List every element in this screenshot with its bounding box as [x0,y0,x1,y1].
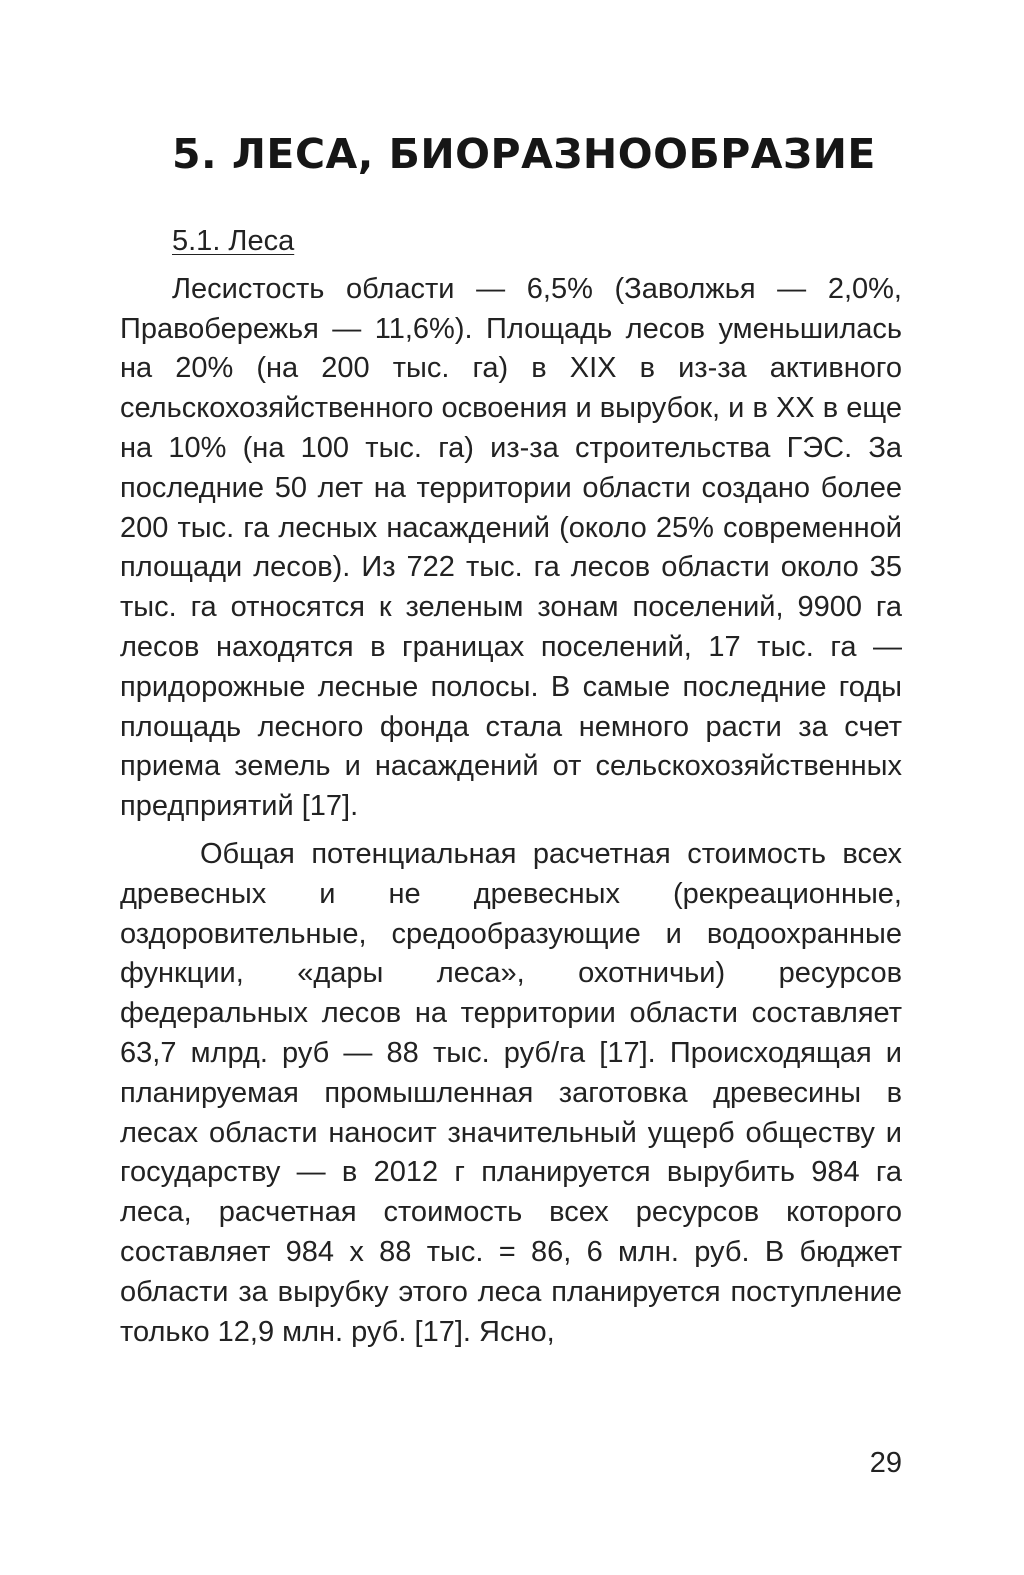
section-heading: 5.1. Леса [172,225,295,257]
text-body [120,222,902,1352]
page-number: 29 [869,1447,902,1479]
chapter-title: 5. ЛЕСА, БИОРАЗНООБРАЗИЕ [172,130,876,178]
paragraph-forest-value: Общая потенциальная расчетная стоимость всех древесных и не древесных (рекреационные, оздоровительные, средообразующие и водоохранные функции, «дары леса», охотничьи) ресурсов федеральных лесов на территории области составляет 63,7 млрд. руб — 88 тыс. руб/га [17]. Происходящая и планируемая промышленная заготовка древесины в лесах области наносит значительный ущерб обществу и государству — в 2012 г планируется вырубить 984 га леса, расчетная стоимость всех ресурсов которого составляет 984 х 88 тыс. = 86, 6 млн. руб. В бюджет области за вырубку этого леса планируется поступление только 12,9 млн. руб. [17]. Ясно, [120,837,902,1348]
paragraph-forest-cover: Лесистость области — 6,5% (Заволжья — 2,0%, Правобережья — 11,6%). Площадь лесов уменьшилась на 20% (на 200 тыс. га) в XIX в из-за активного сельскохозяйственного освоения и вырубок, и в XX в еще на 10% (на 100 тыс. га) из-за строительства ГЭС. За последние 50 лет на территории области создано более 200 тыс. га лесных насаждений (около 25% современной площади лесов). Из 722 тыс. га лесов области около 35 тыс. га относятся к зеленым зонам поселений, 9900 га лесов находятся в границах поселений, 17 тыс. га — придорожные лесные полосы. В самые последние годы площадь лесного фонда стала немного расти за счет приема земель и насаждений от сельскохозяйственных предприятий [17]. [120,272,902,823]
